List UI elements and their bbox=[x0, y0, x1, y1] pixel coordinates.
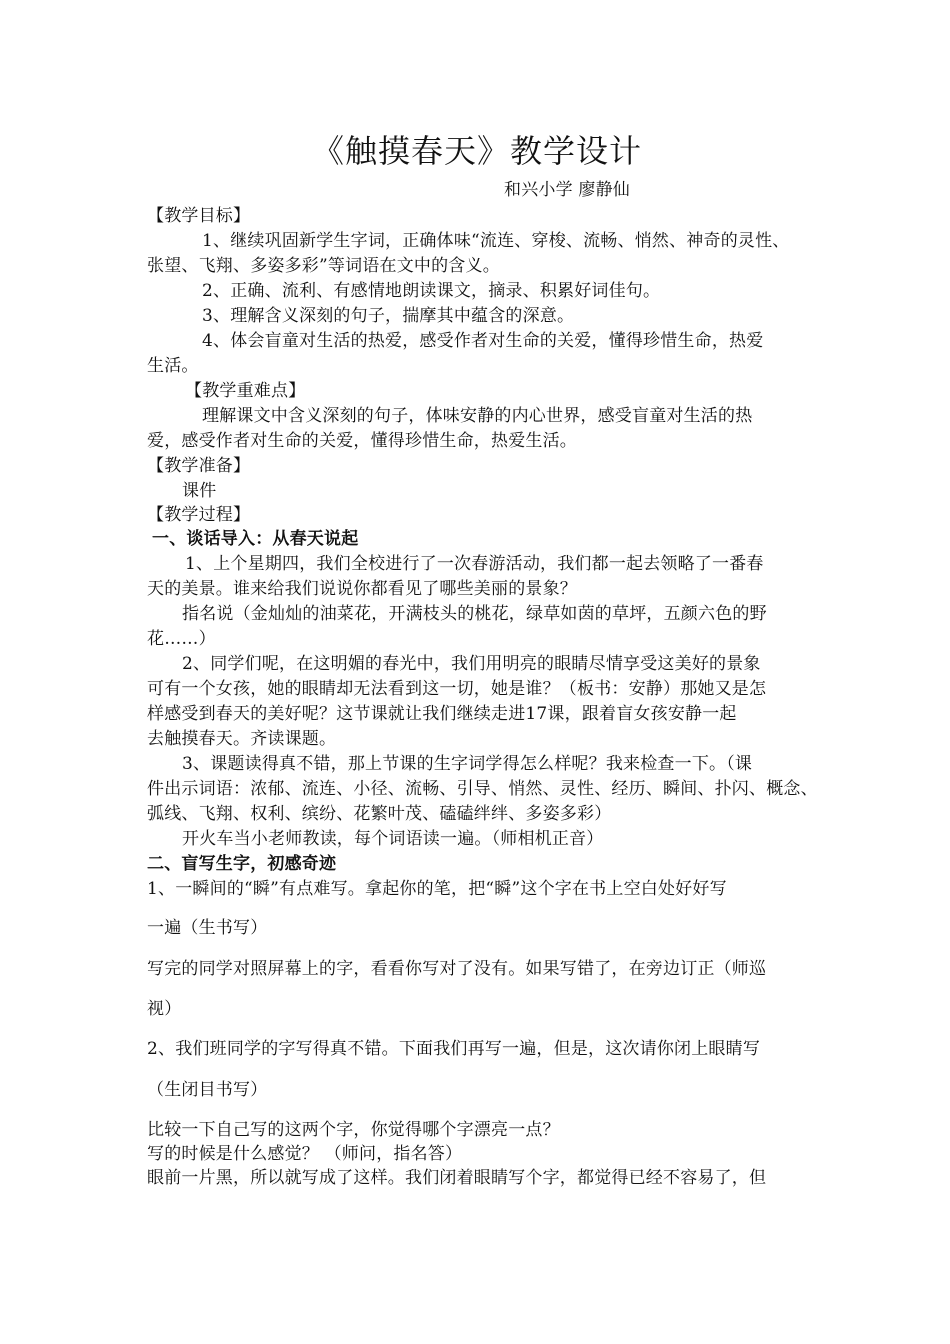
goals-heading: 【教学目标】 bbox=[147, 206, 251, 226]
part1-p3-line-3: 样感受到春天的美好呢？这节课就让我们继续走进17课，跟着盲女孩安静一起 bbox=[147, 704, 737, 724]
part2-heading: 二、盲写生字，初感奇迹 bbox=[147, 854, 337, 874]
goal-4-line-1: 4、体会盲童对生活的热爱，感受作者对生命的关爱，懂得珍惜生命，热爱 bbox=[202, 331, 764, 351]
key-text-line-2: 爱，感受作者对生命的关爱，懂得珍惜生命，热爱生活。 bbox=[147, 431, 577, 451]
part1-p3-line-4: 去触摸春天。齐读课题。 bbox=[147, 729, 337, 749]
goal-4-line-2: 生活。 bbox=[147, 356, 199, 376]
part2-p3-line-2: （生闭目书写） bbox=[147, 1080, 268, 1100]
part1-p3-line-2: 可有一个女孩，她的眼睛却无法看到这一切，她是谁？（板书：安静）那她又是怎 bbox=[147, 679, 767, 699]
goal-1-line-1: 1、继续巩固新学生字词，正确体味“流连、穿梭、流畅、悄然、神奇的灵性、 bbox=[202, 231, 790, 251]
key-text-line-1: 理解课文中含义深刻的句子，体味安静的内心世界，感受盲童对生活的热 bbox=[202, 406, 753, 426]
part1-p5: 开火车当小老师教读，每个词语读一遍。（师相机正音） bbox=[182, 829, 604, 849]
goal-3: 3、理解含义深刻的句子，揣摩其中蕴含的深意。 bbox=[202, 306, 575, 326]
prep-text: 课件 bbox=[182, 481, 217, 501]
part1-p4-line-3: 弧线、飞翔、权利、缤纷、花繁叶茂、磕磕绊绊、多姿多彩） bbox=[147, 804, 612, 824]
goal-2: 2、正确、流利、有感情地朗读课文，摘录、积累好词佳句。 bbox=[202, 281, 661, 301]
part1-p1-line-1: 1、上个星期四，我们全校进行了一次春游活动，我们都一起去领略了一番春 bbox=[185, 554, 764, 574]
part1-p1-line-2: 天的美景。谁来给我们说说你都看见了哪些美丽的景象？ bbox=[147, 579, 577, 599]
part2-p2-line-1: 写完的同学对照屏幕上的字，看看你写对了没有。如果写错了，在旁边订正（师巡 bbox=[147, 959, 767, 979]
part1-p4-line-2: 件出示词语：浓郁、流连、小径、流畅、引导、悄然、灵性、经历、瞬间、扑闪、概念、 bbox=[147, 779, 818, 799]
key-heading: 【教学重难点】 bbox=[185, 381, 306, 401]
part2-p1-line-1: 1、一瞬间的“瞬”有点难写。拿起你的笔，把“瞬”这个字在书上空白处好好写 bbox=[147, 879, 727, 899]
part2-p4: 比较一下自己写的这两个字，你觉得哪个字漂亮一点？ bbox=[147, 1120, 560, 1140]
page-title: 《触摸春天》教学设计 bbox=[312, 132, 643, 170]
process-heading: 【教学过程】 bbox=[147, 505, 251, 525]
part1-p4-line-1: 3、课题读得真不错，那上节课的生字词学得怎么样呢？我来检查一下。（课 bbox=[182, 754, 753, 774]
part2-p6: 眼前一片黑，所以就写成了这样。我们闭着眼睛写个字，都觉得已经不容易了，但 bbox=[147, 1168, 767, 1188]
part2-p2-line-2: 视） bbox=[147, 999, 182, 1019]
part1-p3-line-1: 2、同学们呢，在这明媚的春光中，我们用明亮的眼睛尽情享受这美好的景象 bbox=[182, 654, 761, 674]
part2-p5: 写的时候是什么感觉？ （师问，指名答） bbox=[147, 1144, 463, 1164]
author-line: 和兴小学 廖静仙 bbox=[504, 180, 631, 200]
goal-1-line-2: 张望、飞翔、多姿多彩”等词语在文中的含义。 bbox=[147, 256, 500, 276]
prep-heading: 【教学准备】 bbox=[147, 456, 251, 476]
part1-p2-line-1: 指名说（金灿灿的油菜花，开满枝头的桃花，绿草如茵的草坪，五颜六色的野 bbox=[182, 604, 767, 624]
part1-heading: 一、谈话导入：从春天说起 bbox=[152, 529, 359, 549]
part2-p1-line-2: 一遍（生书写） bbox=[147, 918, 268, 938]
part2-p3-line-1: 2、我们班同学的字写得真不错。下面我们再写一遍，但是，这次请你闭上眼睛写 bbox=[147, 1039, 761, 1059]
part1-p2-line-2: 花……） bbox=[147, 629, 216, 649]
